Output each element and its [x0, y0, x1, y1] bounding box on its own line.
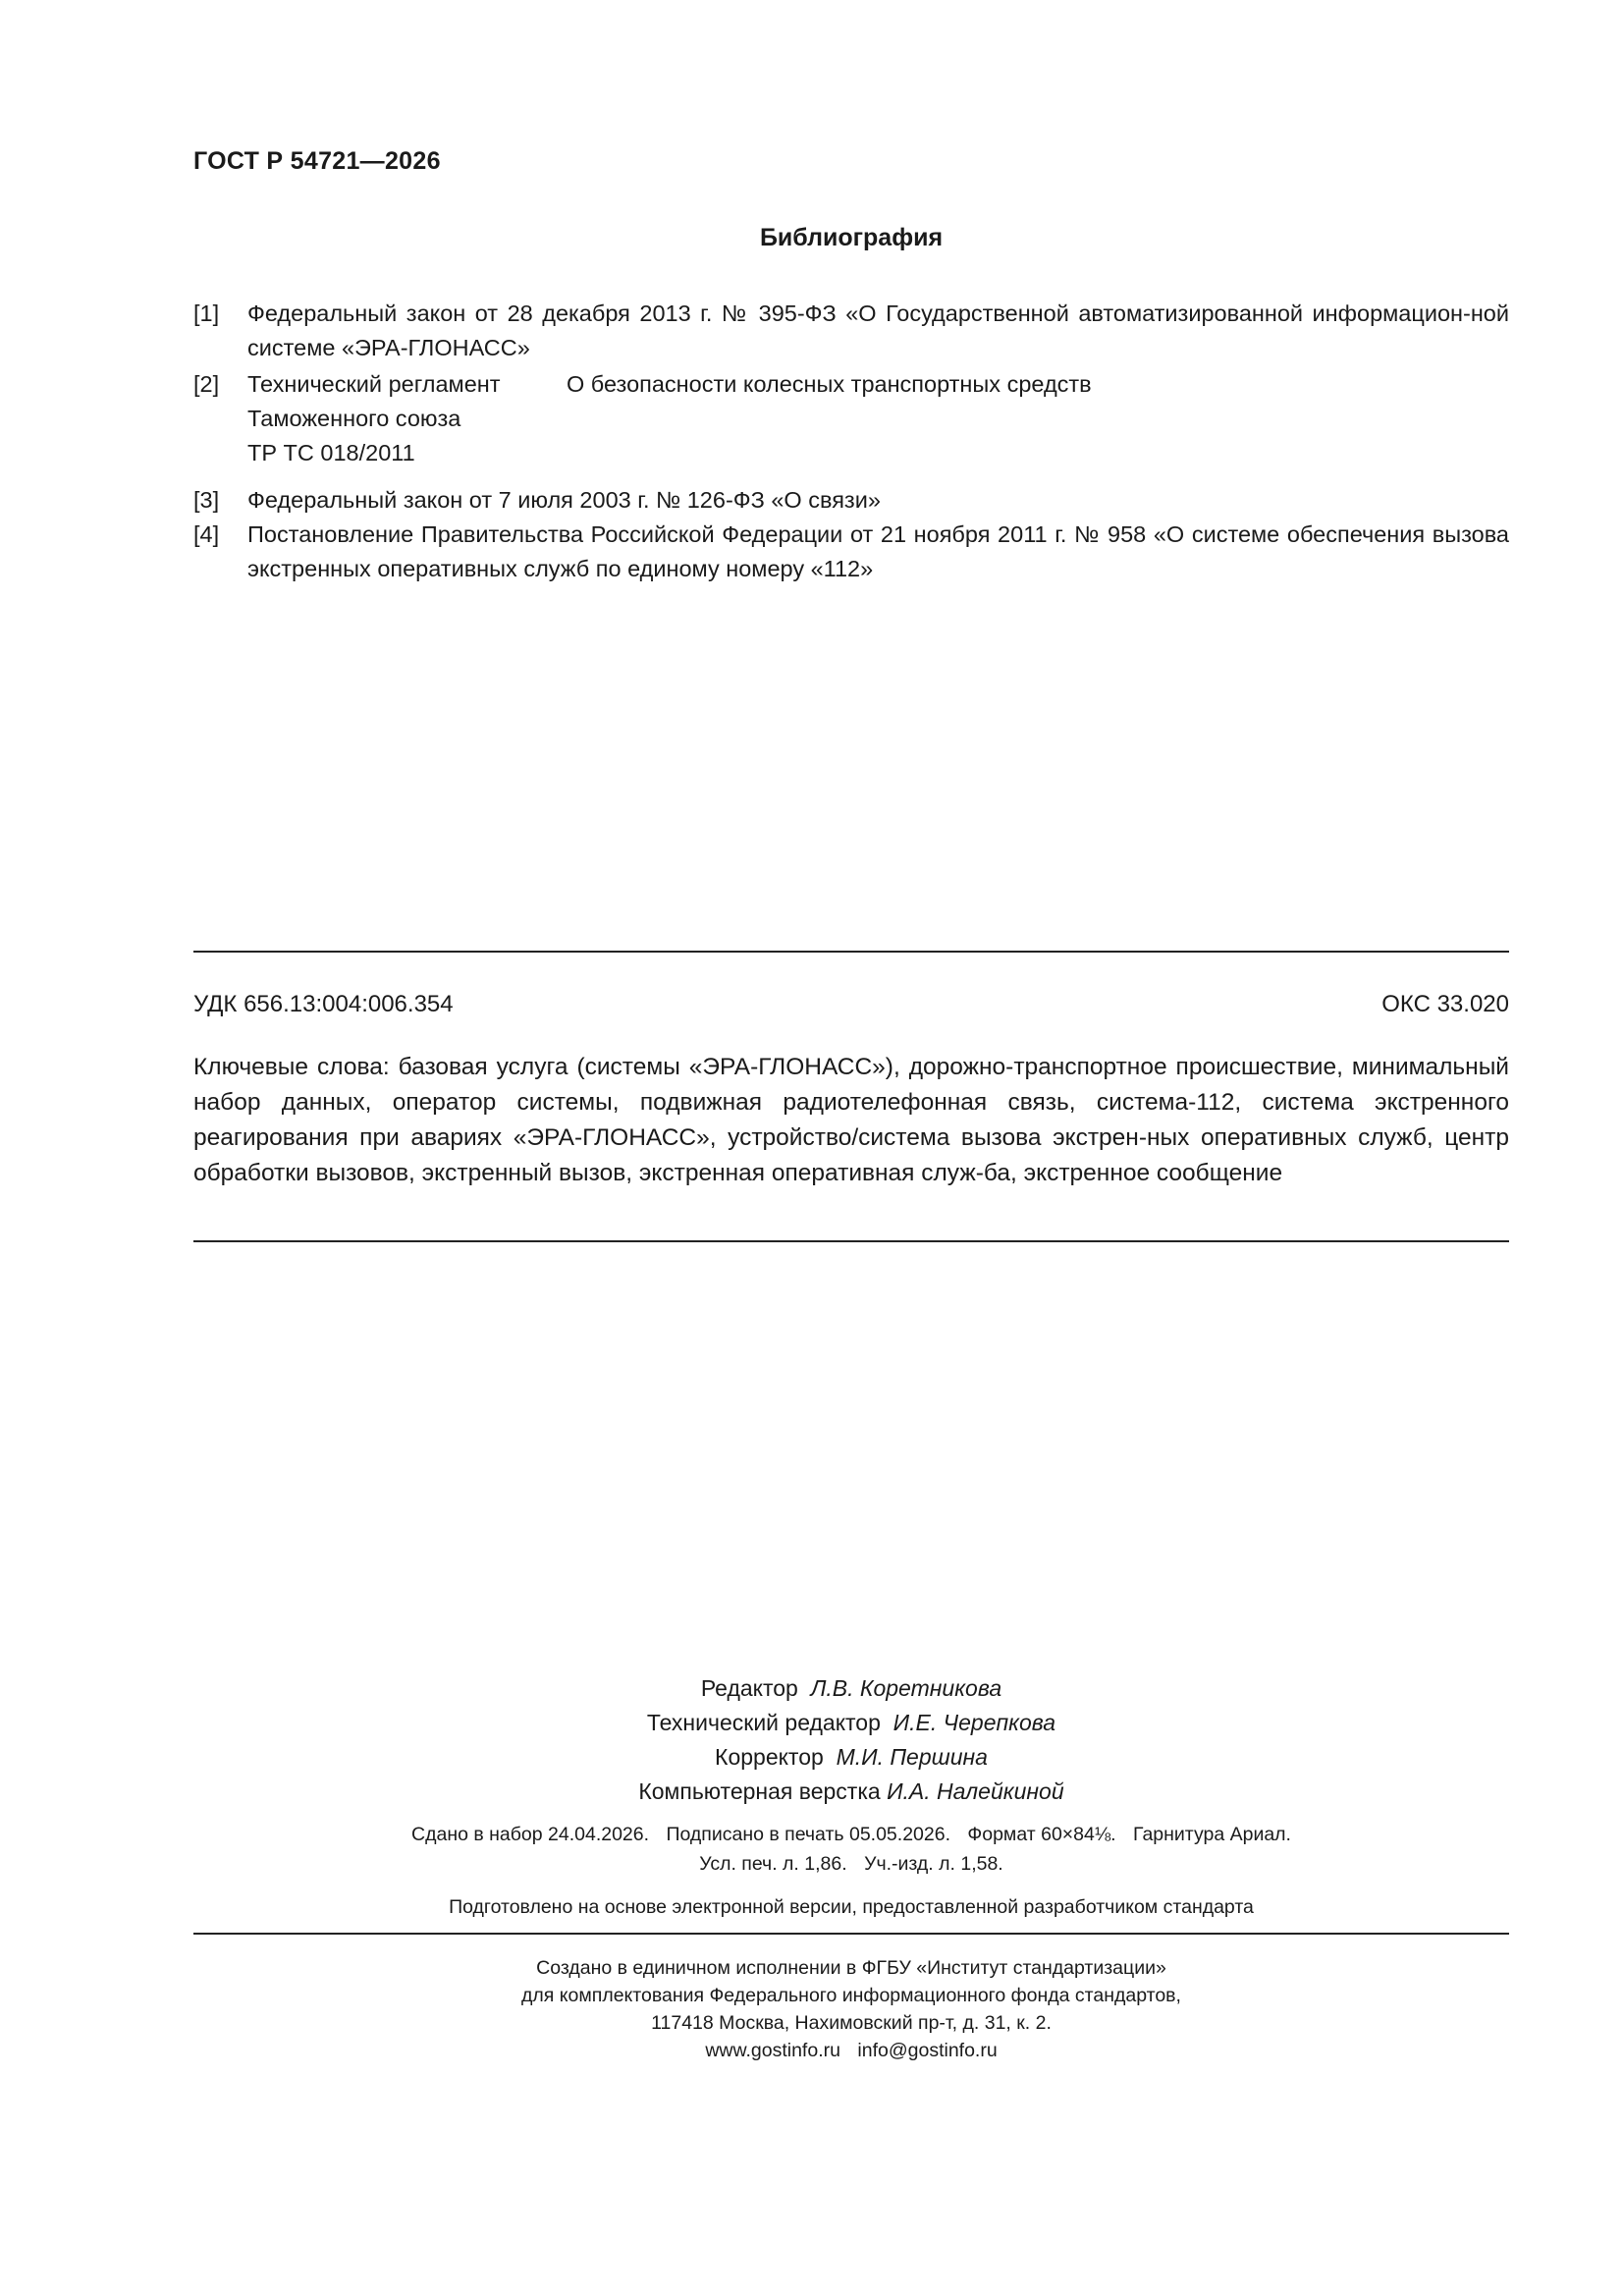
regulation-line: Технический регламент: [247, 371, 501, 397]
bibliography-item: [193, 483, 1509, 518]
imprint-print-sheets: Усл. печ. л. 1,86.: [699, 1853, 847, 1875]
bibliography-item-text: Постановление Правительства Российской Федерации от 21 ноября 2011 г. № 958 «О системе обеспечения вызова экстренных оперативных служб по единому номеру «112»: [247, 521, 1509, 581]
bibliography-item-number: [2]: [193, 371, 220, 397]
credit-line: [193, 1706, 1509, 1740]
imprint-pub-sheets: Уч.-изд. л. 1,58.: [864, 1853, 1003, 1875]
divider-line: [193, 1240, 1509, 1242]
publisher-address: 117418 Москва, Нахимовский пр-т, д. 31, к. 2.: [651, 2012, 1052, 2034]
credit-name: Л.В. Коретникова: [810, 1675, 1002, 1701]
credit-line: [193, 1740, 1509, 1775]
imprint-sent: Сдано в набор 24.04.2026.: [411, 1824, 650, 1845]
udk-code: УДК 656.13:004:006.354: [193, 991, 454, 1017]
prepared-note: Подготовлено на основе электронной версии, предоставленной разработчиком стандарта: [449, 1896, 1254, 1918]
imprint-line: [193, 1820, 1509, 1849]
credit-role: Редактор: [700, 1675, 798, 1701]
divider-line: [193, 951, 1509, 953]
credit-line: [193, 1775, 1509, 1809]
bibliography-item-number: [3]: [193, 487, 220, 513]
credit-role: Корректор: [715, 1744, 824, 1770]
bibliography-item-text: Федеральный закон от 28 декабря 2013 г. № 395-ФЗ «О Государственной автоматизированной информацион-ной системе «ЭРА-ГЛОНАСС»: [247, 301, 1509, 360]
bibliography-title: Библиография: [759, 224, 944, 251]
regulation-identifier: [247, 367, 567, 470]
credit-name: И.Е. Черепкова: [893, 1710, 1056, 1735]
credit-name: И.А. Налейкиной: [887, 1778, 1064, 1804]
publisher-contacts: [193, 2037, 1509, 2064]
publisher-line: Создано в единичном исполнении в ФГБУ «Институт стандартизации»: [536, 1957, 1166, 1979]
keywords-paragraph: Ключевые слова: базовая услуга (системы «ЭРА-ГЛОНАСС»), дорожно-транспортное происшествие, минимальный набор данных, оператор системы, подвижная радиотелефонная связь, система-112, система экстренного реагирования при авариях «ЭРА-ГЛОНАСС», устройство/система вызова экстрен-ных оперативных служб, центр обработки вызовов, экстренный вызов, экстренная оперативная служ-ба, экстренное сообщение: [193, 1054, 1509, 1186]
regulation-line: Таможенного союза: [247, 406, 461, 431]
imprint-signed: Подписано в печать 05.05.2026.: [666, 1824, 950, 1845]
imprint-typeface: Гарнитура Ариал.: [1132, 1824, 1291, 1845]
email-link[interactable]: info@gostinfo.ru: [857, 2040, 998, 2061]
website-link[interactable]: www.gostinfo.ru: [705, 2040, 840, 2061]
bibliography-item: [193, 367, 1509, 470]
divider-line: [193, 1933, 1509, 1935]
imprint-line: [193, 1849, 1509, 1879]
credit-name: М.И. Першина: [836, 1744, 988, 1770]
publisher-line: для комплектования Федерального информационного фонда стандартов,: [521, 1985, 1181, 2006]
document-code: ГОСТ Р 54721—2026: [193, 147, 441, 175]
bibliography-item-number: [4]: [193, 521, 220, 547]
credit-role: Технический редактор: [646, 1710, 881, 1735]
publisher-block: [193, 1954, 1509, 2064]
credit-role: Компьютерная верстка: [638, 1778, 881, 1804]
bibliography-item-regulation: [247, 367, 1509, 470]
bibliography-item: [193, 518, 1509, 586]
credits-block: [193, 1671, 1509, 1809]
oks-code: ОКС 33.020: [1381, 991, 1509, 1017]
imprint-block: [193, 1820, 1509, 1879]
bibliography-item-number: [1]: [193, 301, 220, 326]
classification-line: [193, 991, 1509, 1018]
bibliography-item-text: Федеральный закон от 7 июля 2003 г. № 126-ФЗ «О связи»: [247, 487, 881, 513]
regulation-title: О безопасности колесных транспортных средств: [567, 371, 1092, 397]
imprint-format: Формат 60×84⅛.: [967, 1824, 1116, 1845]
credit-line: [193, 1671, 1509, 1706]
regulation-line: ТР ТС 018/2011: [247, 440, 415, 465]
bibliography-item: [193, 297, 1509, 365]
bibliography-list: [193, 297, 1509, 586]
